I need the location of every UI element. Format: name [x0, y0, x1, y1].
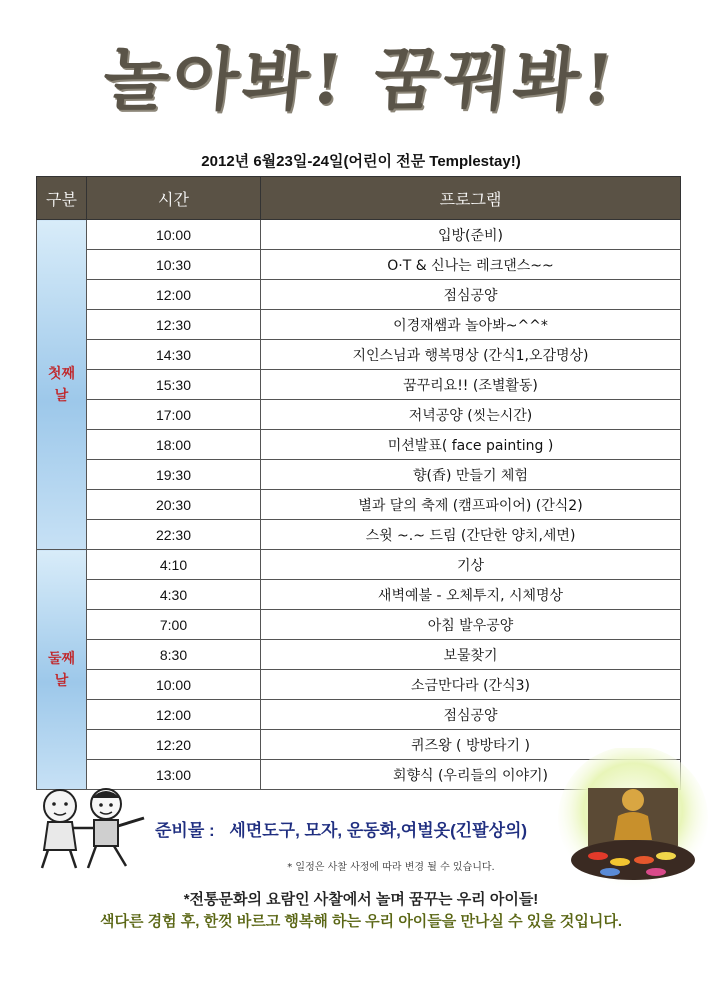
closing-line-1: *전통문화의 요람인 사찰에서 놀며 꿈꾸는 우리 아이들! [183, 891, 539, 908]
note-text: * 일정은 사찰 사정에 따라 변경 될 수 있습니다. [287, 862, 495, 873]
program-cell: 보물찾기 [261, 640, 681, 670]
page-banner: 놀아봐! 꿈꿔봐! [99, 40, 621, 120]
time-cell: 19:30 [87, 460, 261, 490]
program-cell: 기상 [261, 550, 681, 580]
program-cell: 점심공양 [261, 280, 681, 310]
time-cell: 22:30 [87, 520, 261, 550]
time-cell: 10:00 [87, 670, 261, 700]
col-header-time: 시간 [87, 177, 261, 220]
time-cell: 8:30 [87, 640, 261, 670]
schedule-change-note [0, 858, 722, 873]
program-cell: 저녁공양 (씻는시간) [261, 400, 681, 430]
table-header-row [37, 177, 681, 220]
program-cell: O·T & 신나는 레크댄스~~ [261, 250, 681, 280]
table-row [37, 310, 681, 340]
table-row [37, 400, 681, 430]
schedule-table [36, 176, 681, 790]
day1-label-cell [37, 220, 87, 550]
table-row [37, 370, 681, 400]
time-cell: 14:30 [87, 340, 261, 370]
table-row [37, 280, 681, 310]
program-cell: 향(香) 만들기 체험 [261, 460, 681, 490]
program-cell: 새벽예불 - 오체투지, 시체명상 [261, 580, 681, 610]
program-cell: 미션발표( face painting ) [261, 430, 681, 460]
table-row [37, 460, 681, 490]
table-row [37, 610, 681, 640]
supplies-line [155, 816, 527, 841]
table-row [37, 430, 681, 460]
day2-label-cell [37, 550, 87, 790]
time-cell: 10:30 [87, 250, 261, 280]
table-row [37, 520, 681, 550]
program-cell: 스윗 ~.~ 드림 (간단한 양치,세면) [261, 520, 681, 550]
time-cell: 12:00 [87, 280, 261, 310]
program-cell: 퀴즈왕 ( 방방타기 ) [261, 730, 681, 760]
time-cell: 13:00 [87, 760, 261, 790]
table-row [37, 670, 681, 700]
time-cell: 12:00 [87, 700, 261, 730]
supplies-label: 준비물 : [155, 821, 215, 840]
program-cell: 점심공양 [261, 700, 681, 730]
time-cell: 10:00 [87, 220, 261, 250]
table-row [37, 220, 681, 250]
table-row [37, 640, 681, 670]
table-row [37, 700, 681, 730]
time-cell: 7:00 [87, 610, 261, 640]
event-subtitle: 2012년 6월23일-24일(어린이 전문 Templestay!) [201, 153, 521, 170]
day-label-line2: 날 [54, 672, 69, 689]
day-label-line2: 날 [54, 387, 69, 404]
program-cell: 아침 발우공양 [261, 610, 681, 640]
closing-line-2: 색다른 경험 후, 한껏 바르고 행복해 하는 우리 아이들을 만나실 수 있을 것입니다. [99, 913, 623, 930]
time-cell: 12:20 [87, 730, 261, 760]
program-cell: 소금만다라 (간식3) [261, 670, 681, 700]
table-row [37, 250, 681, 280]
day-label-line1: 둘째 [47, 650, 76, 667]
program-cell: 회향식 (우리들의 이야기) [261, 760, 681, 790]
time-cell: 15:30 [87, 370, 261, 400]
table-row [37, 580, 681, 610]
time-cell: 4:30 [87, 580, 261, 610]
table-row [37, 340, 681, 370]
program-cell: 별과 달의 축제 (캠프파이어) (간식2) [261, 490, 681, 520]
table-row [37, 490, 681, 520]
table-row [37, 550, 681, 580]
time-cell: 4:10 [87, 550, 261, 580]
program-cell: 이경재쌤과 놀아봐~^^* [261, 310, 681, 340]
supplies-items: 세면도구, 모자, 운동화,여벌옷(긴팔상의) [229, 821, 528, 840]
program-cell: 입방(준비) [261, 220, 681, 250]
col-header-program: 프로그램 [261, 177, 681, 220]
program-cell: 지인스님과 행복명상 (간식1,오감명상) [261, 340, 681, 370]
time-cell: 17:00 [87, 400, 261, 430]
time-cell: 12:30 [87, 310, 261, 340]
col-header-category: 구분 [37, 177, 87, 220]
program-cell: 꿈꾸리요!! (조별활동) [261, 370, 681, 400]
time-cell: 20:30 [87, 490, 261, 520]
day-label-line1: 첫째 [47, 365, 76, 382]
time-cell: 18:00 [87, 430, 261, 460]
